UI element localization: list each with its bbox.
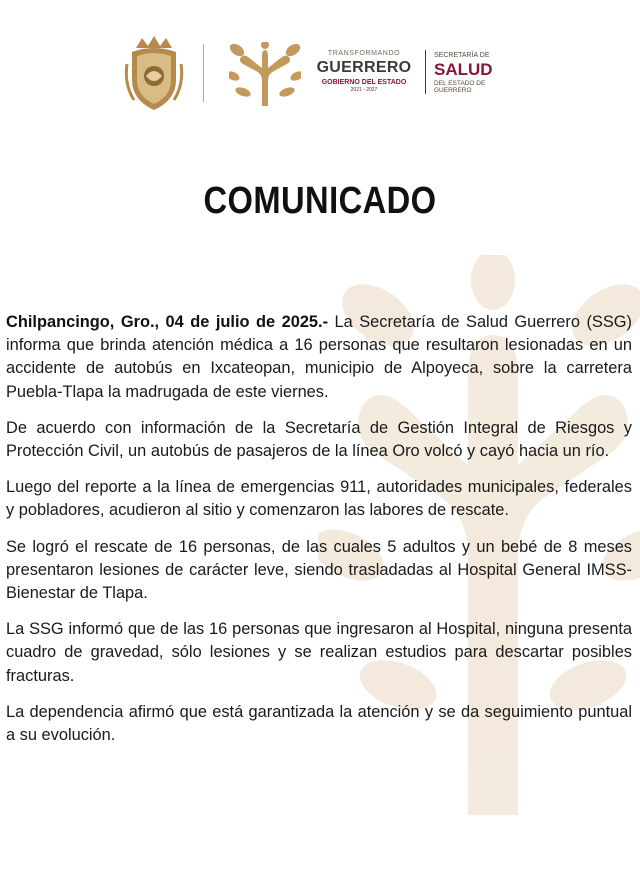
paragraph-1-text: La Secretaría de Salud Guerrero (SSG) informa que brinda atención médica a 16 personas que resultaron lesionadas en un accidente de autobús en Ixcateopan, municipio de Alpoyeca, sobre la carretera Puebla-Tlapa la madrugada de este viernes. [6,313,632,401]
dateline: Chilpancingo, Gro., 04 de julio de 2025.- [6,313,329,331]
health-prefix: SECRETARÍA DE [434,52,490,59]
paragraph-6: La dependencia afirmó que está garantizada la atención y se da seguimiento puntual a su evolución. [6,702,632,745]
gov-period: 2021 - 2027 [350,87,378,93]
document-body [6,311,632,760]
paragraph-1 [6,311,632,404]
paragraph-3: Luego del reporte a la línea de emergencias 911, autoridades municipales, federales y pobladores, acudieron al sitio y comenzaron las labores de rescate. [6,478,632,520]
health-name: SALUD [434,60,493,79]
paragraph-5: La SSG informó que de las 16 personas que ingresaron al Hospital, ninguna presenta cuadro de gravedad, sólo lesiones y se realizan estudios para descartar posibles fracturas. [6,620,632,685]
health-suffix-line2: GUERRERO [434,87,472,95]
paragraph-2: De acuerdo con información de la Secretaría de Gestión Integral de Riesgos y Protección Civil, un autobús de pasajeros de la línea Oro volcó y cayó hacia un río. [6,418,632,461]
logo-divider [203,44,204,102]
document-title: COMUNICADO [203,180,437,222]
state-coat-of-arms-icon [124,34,184,112]
guerrero-government-wordmark [312,50,416,93]
health-suffix-line1: DEL ESTADO DE [434,80,486,87]
health-suffix [434,80,506,95]
gov-label: GOBIERNO DEL ESTADO [321,79,407,86]
logo-divider-secondary [425,50,426,94]
gov-state-name: GUERRERO [316,59,412,76]
guerrero-tree-icon [229,42,301,106]
health-secretariat-wordmark [434,52,506,95]
paragraph-4: Se logró el rescate de 16 personas, de las cuales 5 adultos y un bebé de 8 meses presentaron lesiones de carácter leve, siendo trasladadas al Hospital General IMSS-Bienestar de Tlapa. [6,537,632,603]
header-logos [0,28,640,118]
gov-tagline: TRANSFORMANDO [327,50,401,57]
